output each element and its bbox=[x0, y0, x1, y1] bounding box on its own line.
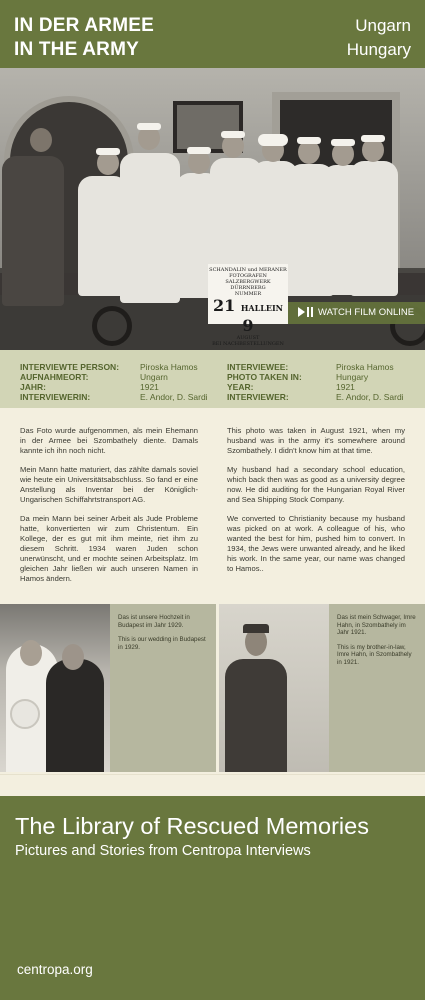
info-values-de bbox=[140, 362, 208, 402]
brother-in-law-photo bbox=[219, 604, 329, 772]
wedding-bouquet bbox=[10, 699, 40, 729]
wedding-caption-panel bbox=[110, 604, 216, 772]
info-value: Piroska Hamos bbox=[140, 362, 198, 372]
caption-english: This is our wedding in Budapest in 1929. bbox=[118, 636, 206, 651]
info-label: INTERVIEWER: bbox=[227, 392, 289, 402]
country-label bbox=[347, 14, 411, 62]
pause-icon bbox=[307, 307, 313, 317]
photo-soldier bbox=[120, 153, 180, 303]
wedding-photo bbox=[0, 604, 110, 772]
info-value: 1921 bbox=[140, 382, 159, 392]
photo-cap bbox=[361, 135, 385, 142]
story-paragraph: Da mein Mann bei seiner Arbeit als Jude Probleme hatte, konvertierten wir zum Christentum. Ein Kollege, der es gut mit ihm meinte, riet ihm zu diesem Schritt. 1934 waren Juden schon unerwünscht, und er mochte seinen Arbeitsplatz. Im gleichen Jahr ließen wir auch unseren Namen in Hamos ändern. bbox=[20, 514, 198, 583]
info-value: E. Andor, D. Sardi bbox=[336, 392, 404, 402]
sign-line: AUGUST bbox=[236, 335, 260, 341]
photo-gallery bbox=[0, 604, 425, 774]
photo-cap bbox=[96, 148, 120, 155]
country-english: Hungary bbox=[346, 40, 411, 59]
info-labels-en bbox=[227, 362, 302, 402]
photo-soldier-dark bbox=[2, 156, 64, 306]
play-icon bbox=[298, 307, 305, 317]
story-english bbox=[227, 426, 405, 583]
photo-cap bbox=[187, 147, 211, 154]
footer-title: The Library of Rescued Memories bbox=[15, 813, 369, 839]
info-value: Hungary bbox=[336, 372, 369, 382]
title-german: IN DER ARMEE bbox=[14, 15, 154, 36]
info-value: 1921 bbox=[336, 382, 355, 392]
footer-subtitle: Pictures and Stories from Centropa Interviews bbox=[15, 843, 311, 859]
info-value: E. Andor, D. Sardi bbox=[140, 392, 208, 402]
sign-number: 21 HALLEIN 9 bbox=[212, 296, 283, 335]
sign-line: SCHANDALIN und MERANER bbox=[209, 267, 287, 273]
page-title bbox=[14, 14, 154, 62]
wedding-bride-head bbox=[20, 640, 42, 666]
title-english: IN THE ARMY bbox=[14, 39, 139, 60]
info-label: PHOTO TAKEN IN: bbox=[227, 372, 302, 382]
caption-german: Das ist unsere Hochzeit in Budapest im Jahr 1929. bbox=[118, 614, 190, 629]
sign-line: SALZBERGWERK DÜRRNBERG bbox=[225, 279, 271, 291]
info-labels-de bbox=[20, 362, 119, 402]
photo-head bbox=[30, 128, 52, 152]
story-section bbox=[0, 408, 425, 604]
photo-cap bbox=[221, 131, 245, 138]
brother-caption-panel bbox=[329, 604, 425, 772]
wedding-caption bbox=[118, 614, 206, 658]
soldier-cap bbox=[243, 624, 269, 633]
caption-german: Das ist mein Schwager, Imre Hahn, in Szombathely im Jahr 1921. bbox=[337, 614, 416, 636]
story-paragraph: Mein Mann hatte maturiert, das zählte damals soviel wie heute ein Universitätsabschluss. So fand er eine Anstellung als Inventar bei der Königlich-Ungarischen Schiffahrtstransport AG. bbox=[20, 465, 198, 504]
photo-cap bbox=[258, 134, 288, 146]
info-label: INTERVIEWERIN: bbox=[20, 392, 91, 402]
interview-info-panel bbox=[0, 350, 425, 408]
story-paragraph: My husband had a secondary school education, which back then was as good as a university degree now. He did auditing for the Hungarian Royal River and Sea Shipping Stock Company. bbox=[227, 465, 405, 504]
photo-cap bbox=[297, 137, 321, 144]
country-german: Ungarn bbox=[355, 16, 411, 35]
sign-line: FOTOGRAFEN bbox=[229, 273, 267, 279]
header-bar bbox=[0, 0, 425, 68]
sign-line: NUMMER bbox=[234, 291, 262, 297]
info-label: YEAR: bbox=[227, 382, 254, 392]
wedding-groom bbox=[46, 659, 104, 772]
photo-cap bbox=[137, 123, 161, 130]
caption-english: This is my brother-in-law, Imre Hahn, in Szombathely in 1921. bbox=[337, 643, 412, 666]
info-label: JAHR: bbox=[20, 382, 46, 392]
soldier-coat bbox=[225, 659, 287, 772]
story-paragraph: Das Foto wurde aufgenommen, als mein Ehemann in der Armee bei Szombathely diente. Damals kannte ich ihn noch nicht. bbox=[20, 426, 198, 455]
info-label: INTERVIEWTE PERSON: bbox=[20, 362, 120, 372]
separator-band bbox=[0, 774, 425, 796]
wedding-groom-head bbox=[62, 644, 84, 670]
watch-film-label: WATCH FILM ONLINE bbox=[318, 307, 415, 318]
brother-caption bbox=[337, 614, 417, 673]
footer-site-link[interactable]: centropa.org bbox=[17, 962, 93, 977]
info-values-en bbox=[336, 362, 404, 402]
watch-film-button[interactable] bbox=[288, 302, 425, 324]
photo-wheel bbox=[92, 306, 132, 346]
info-label: AUFNAHMEORT: bbox=[20, 372, 89, 382]
photo-number-sign bbox=[208, 264, 288, 347]
info-value: Piroska Hamos bbox=[336, 362, 394, 372]
story-paragraph: This photo was taken in August 1921, when my husband was in the army it's somewhere around Szombathely. I didn't know him at that time. bbox=[227, 426, 405, 455]
info-value: Ungarn bbox=[140, 372, 168, 382]
story-german bbox=[20, 426, 198, 593]
story-paragraph: We converted to Christianity because my husband was picked on at work. A colleague of his, who wanted the best for him, pushed him to convert. In 1934, the Jews were unwanted already, and he liked his work. In the same year, our name was changed to Hamos.. bbox=[227, 514, 405, 573]
photo-soldier bbox=[350, 161, 398, 296]
footer-panel bbox=[0, 796, 425, 1000]
photo-cap bbox=[331, 139, 355, 146]
info-label: INTERVIEWEE: bbox=[227, 362, 289, 372]
sign-line: BEI NACHBESTELLUNGEN bbox=[212, 341, 284, 347]
